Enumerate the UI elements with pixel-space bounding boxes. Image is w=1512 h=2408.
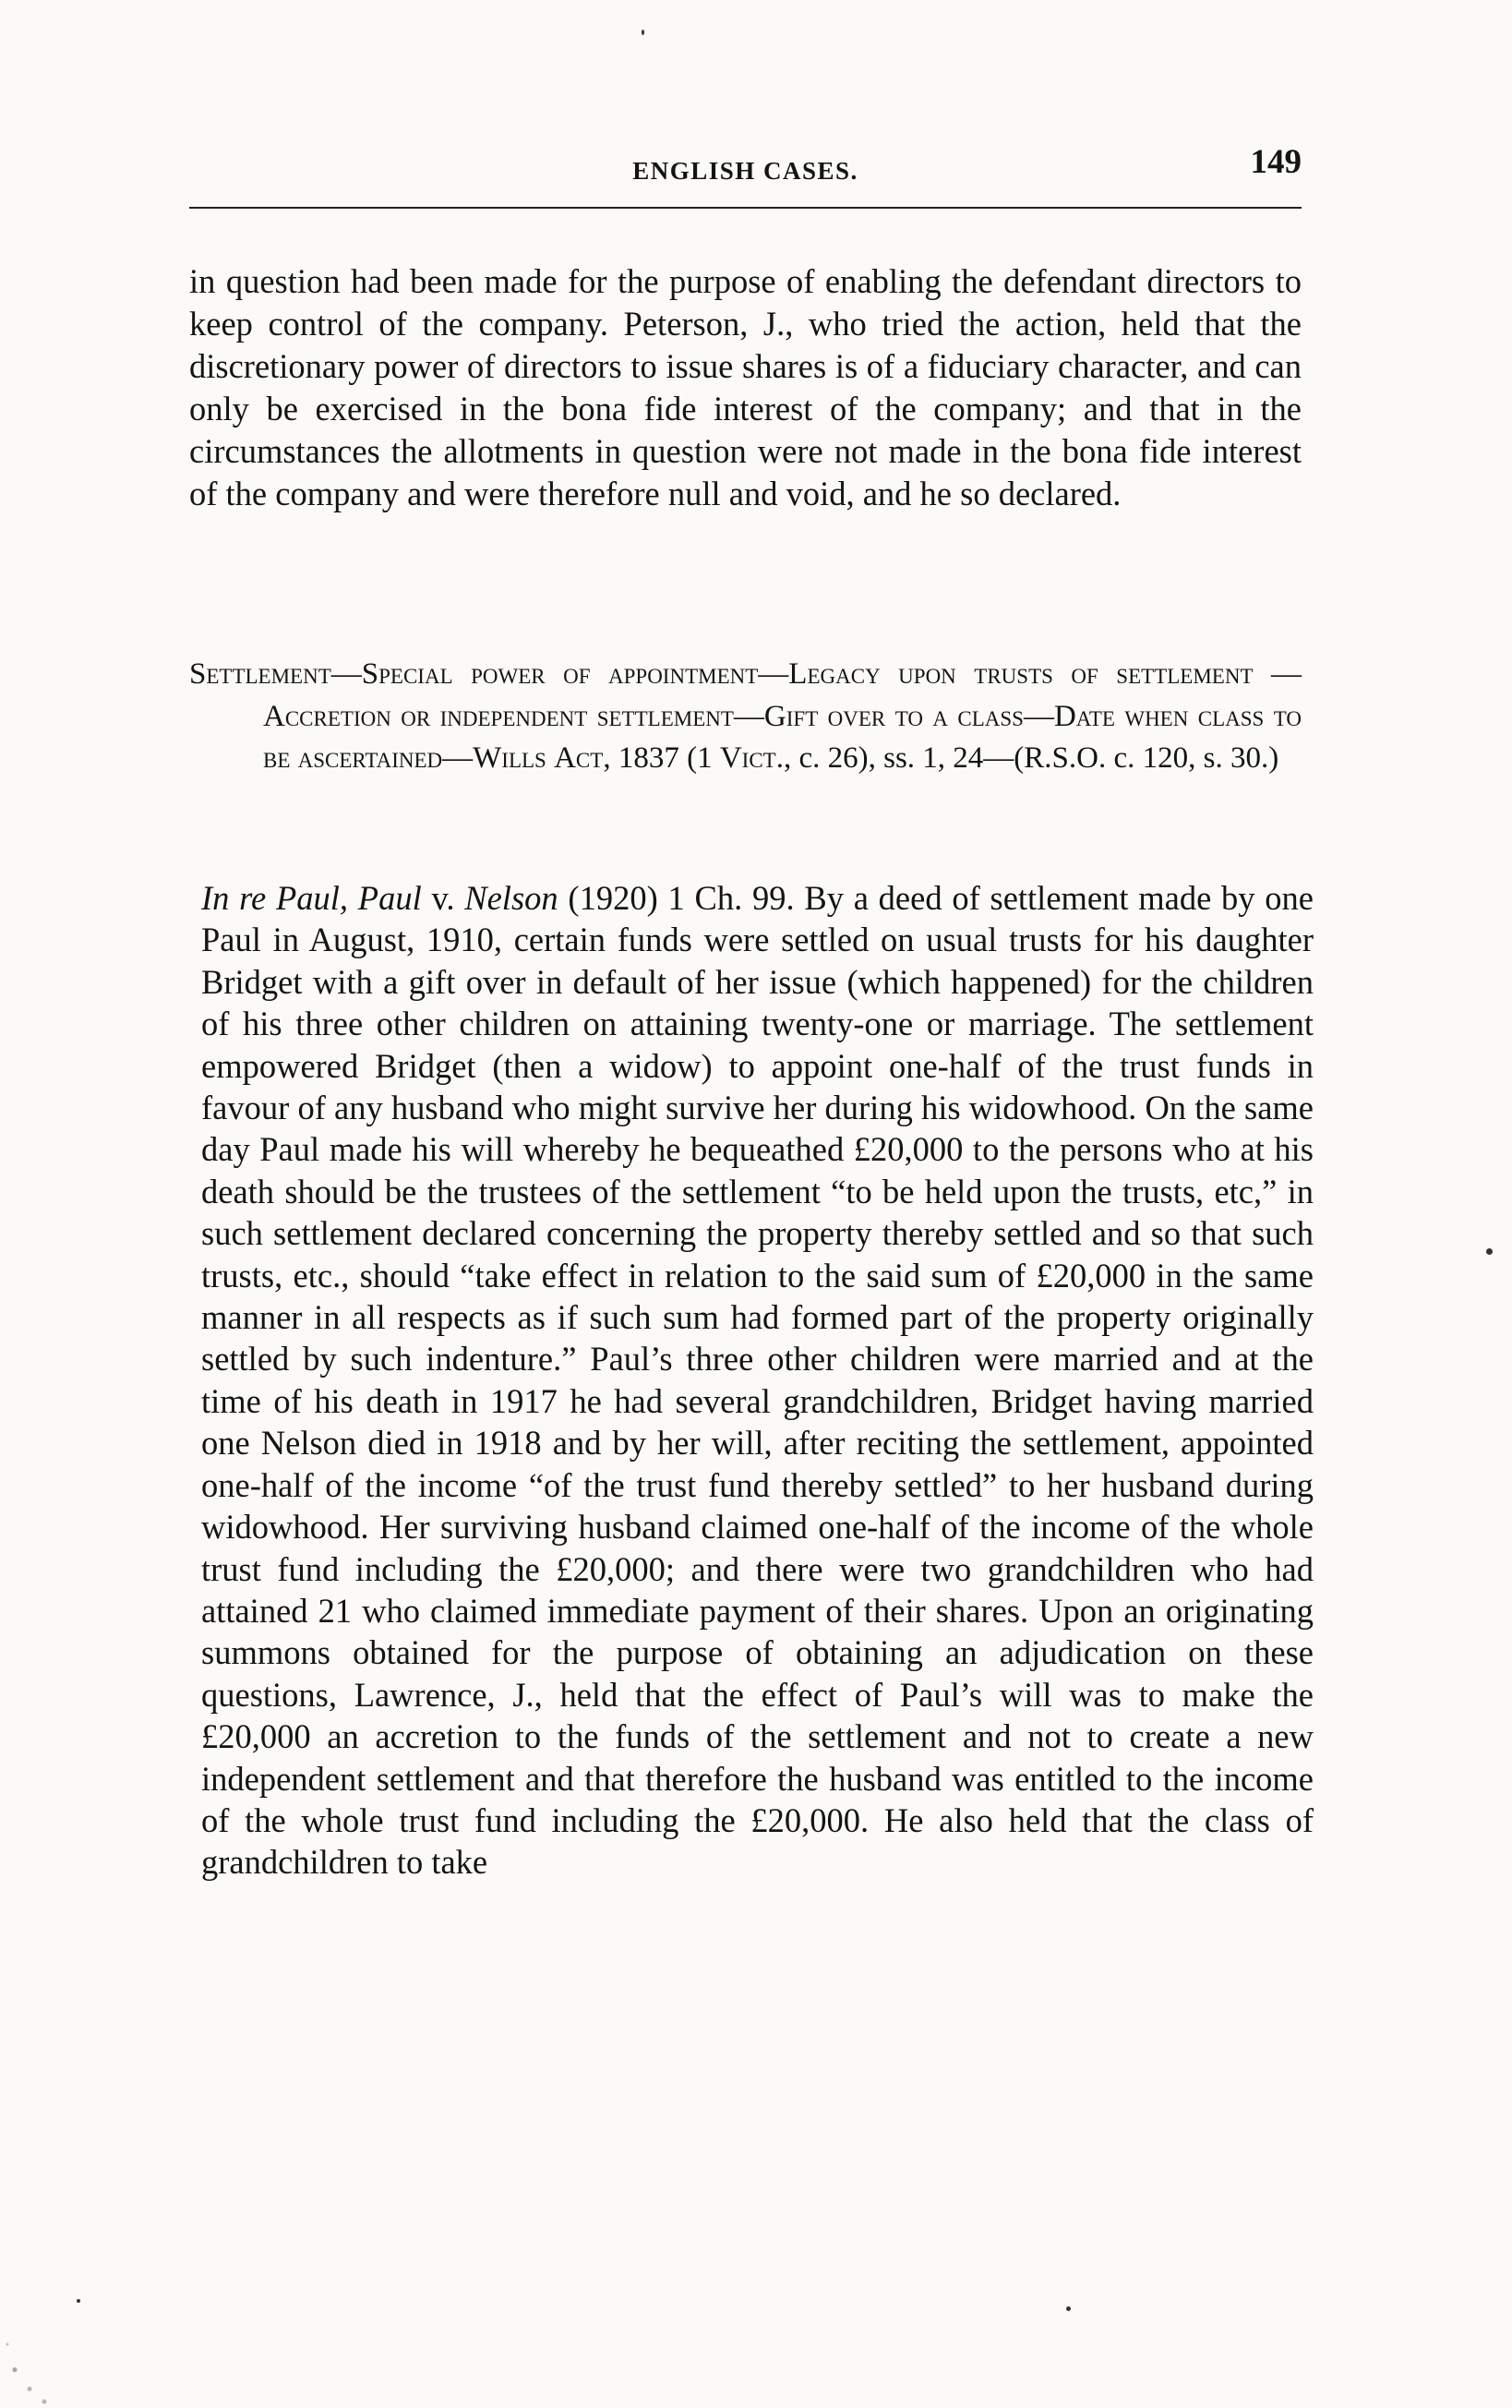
scan-noise [0,2281,74,2408]
ink-speck [642,30,644,35]
case-name-first: In re Paul, Paul [201,879,422,917]
case-body: By a deed of settlement made by one Paul in August, 1910, certain funds were settled on usual trusts for his daughter Bridget with a gift over in default of her issue (which happened) for the children of his three other children on attaining twenty-one or marriage. The settlement empowered Bridget (then a widow) to appoint one-half of the trust funds in favour of any husband who might survive her during his widowhood. On the same day Paul made his will whereby he bequeathed £20,000 to the persons who at his death should be the trustees of the settlement “to be held upon the trusts, etc,” in such settlement declared concerning the property thereby settled and so that such trusts, etc., should “take effect in relation to the said sum of £20,000 in the same manner in all respects as if such sum had formed part of the property originally settled by such indenture.” Paul’s three other children were married and at the time of his death in 1917 he had several grandchildren, Bridget having married one Nelson died in 1918 and by her will, after reciting the settlement, appointed one-half of the income “of the trust fund thereby settled” to her husband during widowhood. Her surviving husband claimed one-half of the income of the whole trust fund including the £20,000; and there were two grandchildren who had attained 21 who claimed immediate payment of their shares. Upon an originating summons obtained for the purpose of obtaining an adjudication on these questions, Lawrence, J., held that the effect of Paul’s will was to make the £20,000 an accretion to the funds of the settlement and not to create a new independent settlement and that therefore the husband was entitled to the income of the whole trust fund including the £20,000. He also held that the class of grandchildren to take [201,879,1314,1882]
ink-speck [1486,1248,1493,1255]
headnote-term-special-power: Special power of appointment [361,657,759,691]
running-head: ENGLISH CASES. [632,157,858,185]
headnote-term-wills: Wills [473,741,546,775]
headnote-term-date: Date when class to be ascertained [263,699,1302,775]
case-versus: v. [421,879,465,917]
headnote-term-legacy: Legacy upon trusts of settlement [788,657,1254,691]
header-rule [189,207,1302,209]
page-number: 149 [1250,143,1302,181]
headnote-term-vict: Vict [719,741,776,775]
ink-speck [77,2299,80,2303]
case-citation: (1920) 1 Ch. 99. [558,879,805,917]
continued-paragraph: in question had been made for the purpose of enabling the defendant directors to keep control of the company. Peterson, J., who tried the action, held that the discretionary power of directors to issue shares is of a fiduciary character, and can only be exercised in the bona fide interest of the company; and that in the circumstances the allotments in question were not made in the bona fide interest of the company and were therefore null and void, and he so declared. [189,262,1302,512]
ink-speck [1066,2306,1071,2311]
case-headnote: Settlement—Special power of appointment—Legacy upon trusts of settlement — Accretion or independent settlement—Gift over to a class—Date when class to be ascertained—Wills Act, 1837 (1 Vict., c. 26), ss. 1, 24—(R.S.O. c. 120, s. 30.) [189,657,1302,775]
case-paragraph [201,877,1314,1884]
headnote-term-settlement: Settlement [189,657,331,691]
headnote-term-act: Act [554,741,604,775]
case-name-second: Nelson [464,879,558,917]
headnote-citation: ., c. 26), ss. 1, 24—(R.S.O. c. 120, s. 30.) [775,741,1279,775]
page-header [189,138,1302,194]
headnote-year: , 1837 (1 [603,741,720,775]
headnote-term-accretion: Accretion or independent settlement [263,699,734,733]
headnote-term-gift-over: Gift over to a class [763,699,1024,733]
